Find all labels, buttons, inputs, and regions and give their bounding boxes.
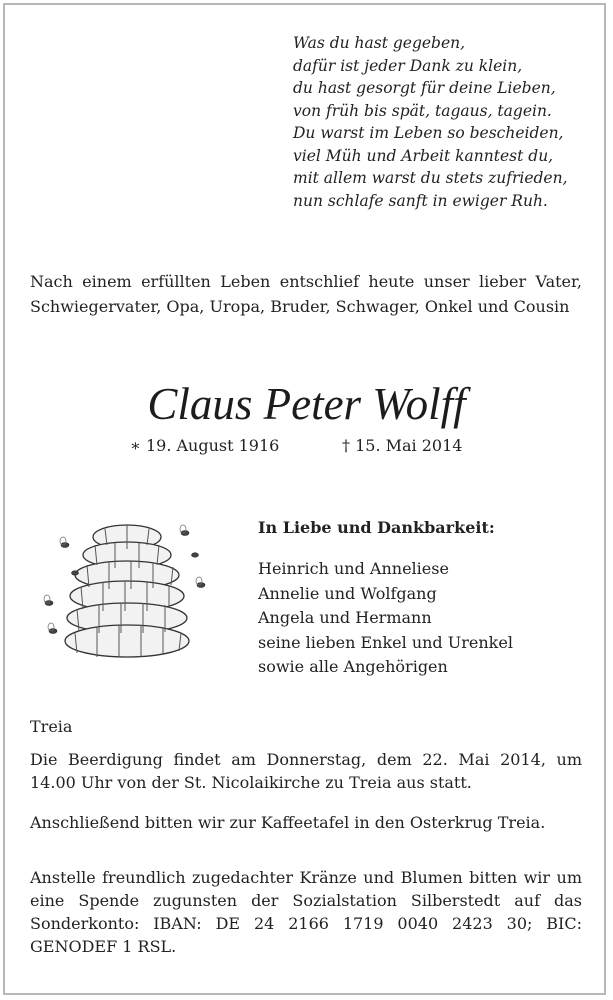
poem — [293, 32, 593, 212]
place-name: Treia — [30, 717, 73, 736]
poem-line: dafür ist jeder Dank zu klein, — [293, 56, 523, 75]
funeral-info: Die Beerdigung findet am Donnerstag, dem 22. Mai 2014, um 14.00 Uhr von der St. Nicolaikirche zu Treia aus statt. — [30, 750, 582, 792]
mourner-line: Angela und Hermann — [258, 608, 432, 627]
beehive-icon — [35, 515, 220, 675]
poem-line: du hast gesorgt für deine Lieben, — [293, 79, 556, 97]
poem-line: nun schlafe sanft in ewiger Ruh. — [293, 191, 548, 210]
mourner-line: Annelie und Wolfgang — [258, 583, 437, 603]
reception-info: Anschließend bitten wir zur Kaffeetafel in den Osterkrug Treia. — [30, 813, 546, 832]
birth-date: ∗ 19. August 1916 — [130, 436, 280, 455]
death-date: † 15. Mai 2014 — [342, 436, 463, 455]
donation-info: Anstelle freundlich zugedachter Kränze und Blumen bitten wir um eine Spende zugunsten der Sozialstation Silberstedt auf das Sonderkonto: IBAN: DE 24 2166 1719 0040 2423 30; BIC: GENODEF 1 RSL. — [30, 868, 582, 956]
poem-line: Was du hast gegeben, — [293, 34, 466, 52]
mourner-line: sowie alle Angehörigen — [258, 657, 448, 676]
mourner-line: Heinrich und Anneliese — [258, 559, 449, 578]
mourners-list — [258, 557, 513, 680]
poem-line: mit allem warst du stets zufrieden, — [293, 169, 568, 187]
poem-line: Du warst im Leben so bescheiden, — [293, 124, 564, 142]
poem-line: viel Müh und Arbeit kanntest du, — [293, 146, 554, 165]
deceased-name: Claus Peter Wolff — [147, 379, 466, 429]
mourner-line: seine lieben Enkel und Urenkel — [258, 632, 513, 652]
thanks-heading: In Liebe und Dankbarkeit: — [258, 518, 495, 537]
poem-line: von früh bis spät, tagaus, tagein. — [293, 101, 552, 120]
intro-text: Nach einem erfüllten Leben entschlief heute unser lieber Vater, Schwiegervater, Opa, Uropa, Bruder, Schwager, Onkel und Cousin — [30, 272, 582, 316]
